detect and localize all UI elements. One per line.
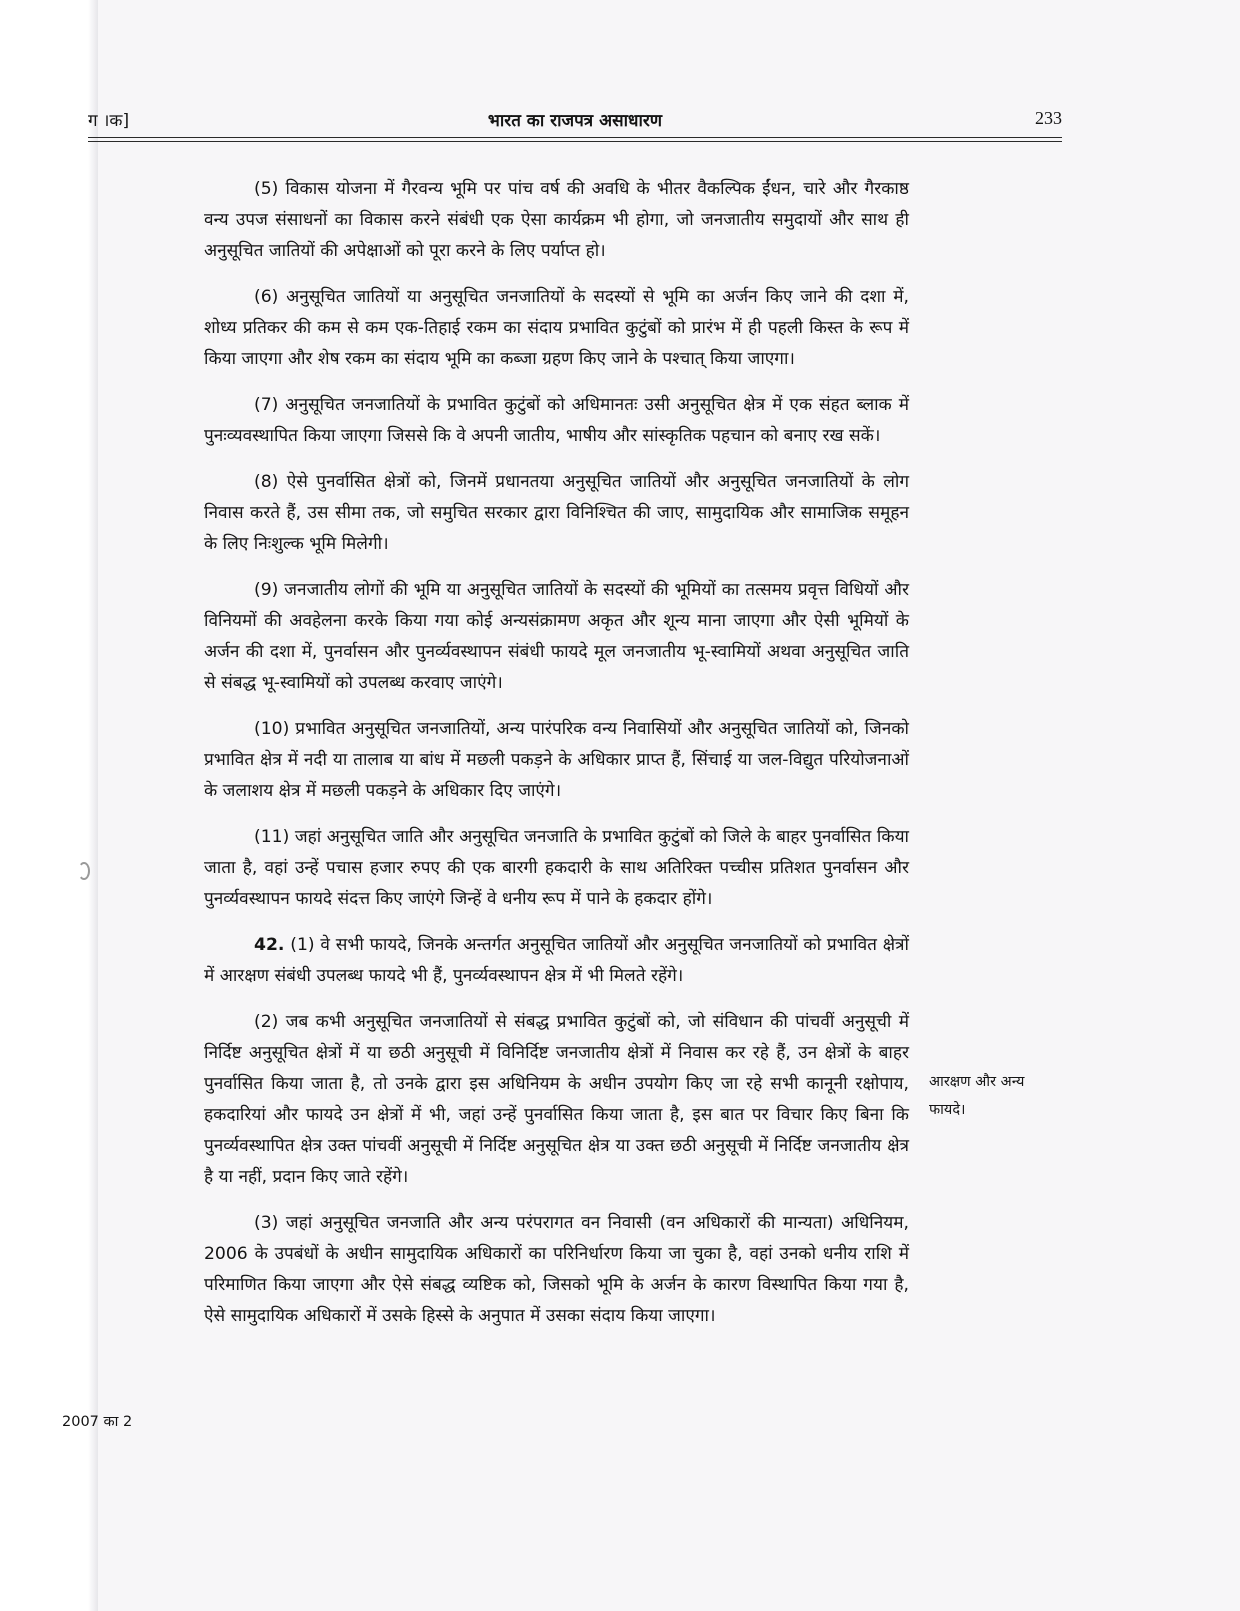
paragraph: [204, 282, 909, 375]
act-reference-note: 2007 का 2: [62, 1414, 133, 1430]
page-edge: [88, 0, 98, 1611]
paragraph: [204, 714, 909, 807]
paragraph-text: (2) जब कभी अनुसूचित जनजातियों से संबद्ध प्रभावित कुटुंबों को, जो संविधान की पांचवीं अनुसूची में निर्दिष्ट अनुसूचित क्षेत्रों में या छठी अनुसूची में विनिर्दिष्ट जनजातीय क्षेत्रों में निवास कर रहे हैं, उन क्षेत्रों के बाहर पुनर्वासित किया जाता है, तो उनके द्वारा इस अधिनियम के अधीन उपयोग किए जा रहे सभी कानूनी रक्षोपाय, हकदारियां और फायदे उन क्षेत्रों में भी, जहां उन्हें पुनर्वासित किया जाता है, इस बात पर विचार किए बिना कि पुनर्व्यवस्थापित क्षेत्र उक्त पांचवीं अनुसूची में निर्दिष्ट अनुसूचित क्षेत्र या उक्त छठी अनुसूची में निर्दिष्ट जनजातीय क्षेत्र है या नहीं, प्रदान किए जाते रहेंगे।: [204, 1012, 909, 1187]
paragraph-text: (10) प्रभावित अनुसूचित जनजातियों, अन्य पारंपरिक वन्य निवासियों और अनुसूचित जातियों को, जिनको प्रभावित क्षेत्र में नदी या तालाब या बांध में मछली पकड़ने के अधिकार प्राप्त हैं, सिंचाई या जल-विद्युत परियोजनाओं के जलाशय क्षेत्र में मछली पकड़ने के अधिकार दिए जाएंगे।: [204, 719, 909, 801]
paragraph-text: (9) जनजातीय लोगों की भूमि या अनुसूचित जातियों के सदस्यों की भूमियों का तत्समय प्रवृत्त विधियों और विनियमों की अवहेलना करके किया गया कोई अन्यसंक्रामण अकृत और शून्य माना जाएगा और ऐसी भूमियों के अर्जन की दशा में, पुनर्वासन और पुनर्व्यवस्थापन संबंधी फायदे मूल जनजातीय भू-स्वामियों अथवा अनुसूचित जाति से संबद्ध भू-स्वामियों को उपलब्ध करवाए जाएंगे।: [204, 580, 909, 693]
paragraph: [204, 174, 909, 267]
paragraph: [204, 1007, 909, 1193]
paragraph-text: (8) ऐसे पुनर्वासित क्षेत्रों को, जिनमें प्रधानतया अनुसूचित जातियों और अनुसूचित जनजातियों के लोग निवास करते हैं, उस सीमा तक, जो समुचित सरकार द्वारा विनिश्चित की जाए, सामुदायिक और सामाजिक समूहन के लिए निःशुल्क भूमि मिलेगी।: [204, 472, 909, 554]
page-header: [88, 104, 1062, 138]
page-number: 233: [1035, 108, 1062, 128]
paragraph: [204, 822, 909, 915]
paragraph-text: (3) जहां अनुसूचित जनजाति और अन्य परंपरागत वन निवासी (वन अधिकारों की मान्यता) अधिनियम, 2006 के उपबंधों के अधीन सामुदायिक अधिकारों का परिनिर्धारण किया जा चुका है, वहां उनको धनीय राशि में परिमाणित किया जाएगा और ऐसे संबद्ध व्यष्टिक को, जिसको भूमि के अर्जन के कारण विस्थापित किया गया है, ऐसे सामुदायिक अधिकारों में उसके हिस्से के अनुपात में उसका संदाय किया जाएगा।: [204, 1213, 909, 1326]
paragraph: [204, 1208, 909, 1332]
paragraph-text: (7) अनुसूचित जनजातियों के प्रभावित कुटुंबों को अधिमानतः उसी अनुसूचित क्षेत्र में एक संहत ब्लाक में पुनःव्यवस्थापित किया जाएगा जिससे कि वे अपनी जातीय, भाषीय और सांस्कृतिक पहचान को बनाए रख सकें।: [204, 395, 909, 446]
marginal-note: आरक्षण और अन्य फायदे।: [929, 1074, 1025, 1118]
paragraph: [204, 930, 909, 992]
paragraph: [204, 467, 909, 560]
header-rule-top: [88, 137, 1062, 138]
paragraph-text: (1) वे सभी फायदे, जिनके अन्तर्गत अनुसूचित जातियों और अनुसूचित जनजातियों को प्रभावित क्षेत्रों में आरक्षण संबंधी उपलब्ध फायदे भी हैं, पुनर्व्यवस्थापन क्षेत्र में भी मिलते रहेंगे।: [204, 935, 909, 986]
section-number: 42.: [254, 935, 285, 955]
paragraph: [204, 575, 909, 699]
paragraph: [204, 390, 909, 452]
gazette-title: भारत का राजपत्र असाधारण: [487, 111, 663, 131]
paragraph-text: (5) विकास योजना में गैरवन्य भूमि पर पांच वर्ष की अवधि के भीतर वैकल्पिक ईंधन, चारे और गैरकाष्ठ वन्य उपज संसाधनों का विकास करने संबंधी एक ऐसा कार्यक्रम भी होगा, जो जनजातीय समुदायों और साथ ही अनुसूचित जातियों की अपेक्षाओं को पूरा करने के लिए पर्याप्त हो।: [204, 179, 909, 261]
paragraph-text: (6) अनुसूचित जातियों या अनुसूचित जनजातियों के सदस्यों से भूमि का अर्जन किए जाने की दशा में, शोध्य प्रतिकर की कम से कम एक-तिहाई रकम का संदाय प्रभावित कुटुंबों को प्रारंभ में ही पहली किस्त के रूप में किया जाएगा और शेष रकम का संदाय भूमि का कब्जा ग्रहण किए जाने के पश्चात् किया जाएगा।: [204, 287, 909, 369]
paragraph-text: (11) जहां अनुसूचित जाति और अनुसूचित जनजाति के प्रभावित कुटुंबों को जिले के बाहर पुनर्वासित किया जाता है, वहां उन्हें पचास हजार रुपए की एक बारगी हकदारी के साथ अतिरिक्त पच्चीस प्रतिशत पुनर्वासन और पुनर्व्यवस्थापन फायदे संदत्त किए जाएंगे जिन्हें वे धनीय रूप में पाने के हकदार होंगे।: [204, 827, 909, 909]
body-text: [204, 174, 909, 1347]
header-part-label: ग ।क]: [88, 111, 130, 131]
scan-speck: [78, 862, 90, 880]
header-rule-bottom: [88, 141, 1062, 142]
